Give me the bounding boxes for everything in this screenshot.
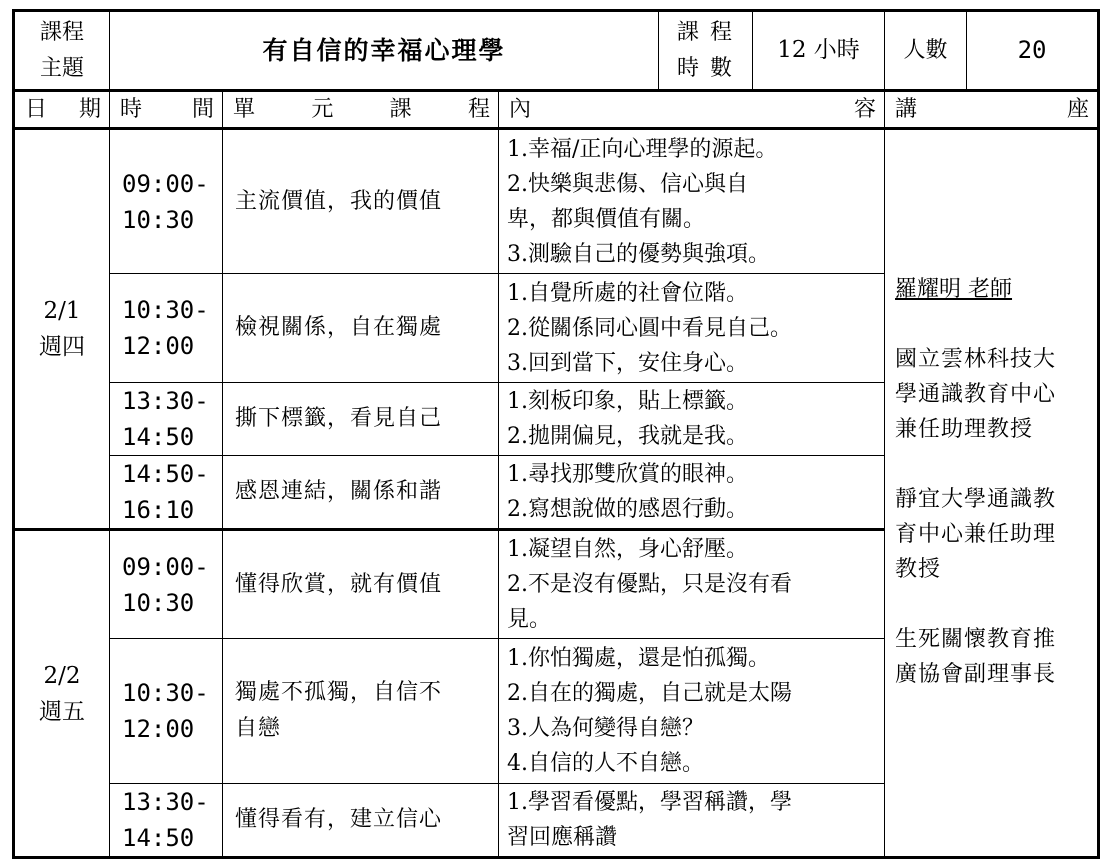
day-date: 2/1 xyxy=(43,298,81,324)
content-line: 3.測驗自己的優勢與強項。 xyxy=(507,241,770,267)
unit-line: 檢視關係，自在獨處 xyxy=(235,315,443,340)
lecturer-title-2 xyxy=(895,482,1097,587)
title-line: 兼任助理教授 xyxy=(895,417,1034,442)
unit-line: 獨處不孤獨，自信不 xyxy=(235,680,443,705)
content-line: 2.寫想說做的感恩行動。 xyxy=(507,497,748,522)
title-line: 生死關懷教育推 xyxy=(895,627,1057,652)
lecturer-cell xyxy=(885,129,1099,858)
content-line: 1.尋找那雙欣賞的眼神。 xyxy=(507,462,748,487)
session-end: 14:50 xyxy=(122,824,195,852)
session-unit xyxy=(223,456,499,530)
col-content-header: 內 容 xyxy=(499,91,885,129)
session-start: 13:30- xyxy=(122,788,209,816)
title-line: 學通識教育中心 xyxy=(895,382,1057,407)
title-line: 靜宜大學通識教 xyxy=(895,487,1057,512)
table-row xyxy=(14,129,1099,274)
session-time xyxy=(110,129,223,274)
title-line: 廣協會副理事長 xyxy=(895,662,1057,687)
content-line: 1.刻板印象，貼上標籤。 xyxy=(507,389,748,414)
unit-line: 感恩連結，關係和諧 xyxy=(235,479,443,504)
content-line: 習回應稱讚 xyxy=(507,825,618,850)
session-content xyxy=(499,639,885,784)
session-time xyxy=(110,639,223,784)
topic-label-line-2: 主題 xyxy=(39,55,84,81)
unit-line: 主流價值，我的價值 xyxy=(235,188,443,214)
session-start: 09:00- xyxy=(122,552,209,581)
session-end: 14:50 xyxy=(122,423,195,451)
content-line: 2.快樂與悲傷、信心與自 xyxy=(507,171,748,197)
col-unit-header: 單 元 課 程 xyxy=(223,91,499,129)
session-content xyxy=(499,129,885,274)
content-line: 1.自覺所處的社會位階。 xyxy=(507,280,748,306)
session-unit xyxy=(223,784,499,858)
hours-label-line-1: 課 程 xyxy=(677,19,735,45)
session-end: 16:10 xyxy=(122,496,195,524)
unit-line: 懂得欣賞，就有價值 xyxy=(235,571,443,597)
title-line: 育中心兼任助理 xyxy=(895,522,1057,547)
col-lecturer-header: 講 座 xyxy=(885,91,1099,129)
lecturer-title-3 xyxy=(895,622,1097,692)
hours-label-cell xyxy=(659,11,753,91)
session-start: 10:30- xyxy=(122,679,209,707)
topic-label-line-1: 課程 xyxy=(39,19,84,45)
people-label: 人數 xyxy=(885,11,967,91)
header-row xyxy=(14,11,1099,91)
session-content xyxy=(499,530,885,639)
session-start: 10:30- xyxy=(122,296,209,324)
content-line: 見。 xyxy=(507,607,552,632)
day-weekday: 週五 xyxy=(39,698,85,725)
title-line: 教授 xyxy=(895,557,942,582)
lecturer-name: 羅耀明 老師 xyxy=(895,277,1013,302)
session-end: 10:30 xyxy=(122,588,195,617)
day-weekday: 週四 xyxy=(39,334,85,360)
session-start: 09:00- xyxy=(122,169,209,198)
session-unit xyxy=(223,383,499,456)
content-line: 卑，都與價值有關。 xyxy=(507,206,706,232)
unit-line: 懂得看有，建立信心 xyxy=(235,807,443,832)
hours-value: 12 小時 xyxy=(753,11,885,91)
course-schedule-sheet xyxy=(12,9,1097,859)
unit-line: 撕下標籤，看見自己 xyxy=(235,406,443,431)
content-line: 3.人為何變得自戀？ xyxy=(507,716,704,741)
lecturer-title-1 xyxy=(895,342,1097,447)
session-unit xyxy=(223,129,499,274)
session-unit xyxy=(223,530,499,639)
content-line: 3.回到當下，安住身心。 xyxy=(507,350,748,376)
topic-label-cell xyxy=(14,11,110,91)
column-header-row xyxy=(14,91,1099,129)
session-end: 12:00 xyxy=(122,332,195,360)
session-content xyxy=(499,456,885,530)
session-start: 14:50- xyxy=(122,460,209,488)
content-line: 4.自信的人不自戀。 xyxy=(507,751,704,776)
session-unit xyxy=(223,274,499,383)
session-time xyxy=(110,784,223,858)
content-line: 2.自在的獨處，自己就是太陽 xyxy=(507,681,792,706)
content-line: 1.你怕獨處，還是怕孤獨。 xyxy=(507,646,770,671)
session-content xyxy=(499,383,885,456)
course-schedule-table xyxy=(12,9,1100,859)
people-value: 20 xyxy=(967,11,1099,91)
content-line: 2.不是沒有優點，只是沒有看 xyxy=(507,572,792,597)
session-time xyxy=(110,456,223,530)
session-unit xyxy=(223,639,499,784)
session-content xyxy=(499,274,885,383)
content-line: 2.拋開偏見，我就是我。 xyxy=(507,424,748,449)
session-time xyxy=(110,383,223,456)
course-title: 有自信的幸福心理學 xyxy=(110,11,659,91)
content-line: 1.凝望自然，身心舒壓。 xyxy=(507,537,748,562)
session-content xyxy=(499,784,885,858)
col-time-header: 時 間 xyxy=(110,91,223,129)
col-date-header: 日 期 xyxy=(14,91,110,129)
day-2-date-cell xyxy=(14,530,110,858)
title-line: 國立雲林科技大 xyxy=(895,347,1057,372)
unit-line: 自戀 xyxy=(235,716,282,741)
day-1-date-cell xyxy=(14,129,110,530)
session-end: 12:00 xyxy=(122,715,195,743)
session-time xyxy=(110,274,223,383)
content-line: 2.從關係同心圓中看見自己。 xyxy=(507,315,792,341)
content-line: 1.幸福/正向心理學的源起。 xyxy=(507,136,778,162)
content-line: 1.學習看優點，學習稱讚，學 xyxy=(507,790,792,815)
session-end: 10:30 xyxy=(122,205,195,234)
session-start: 13:30- xyxy=(122,387,209,415)
day-date: 2/2 xyxy=(43,662,81,689)
session-time xyxy=(110,530,223,639)
hours-label-line-2: 時 數 xyxy=(677,55,735,81)
